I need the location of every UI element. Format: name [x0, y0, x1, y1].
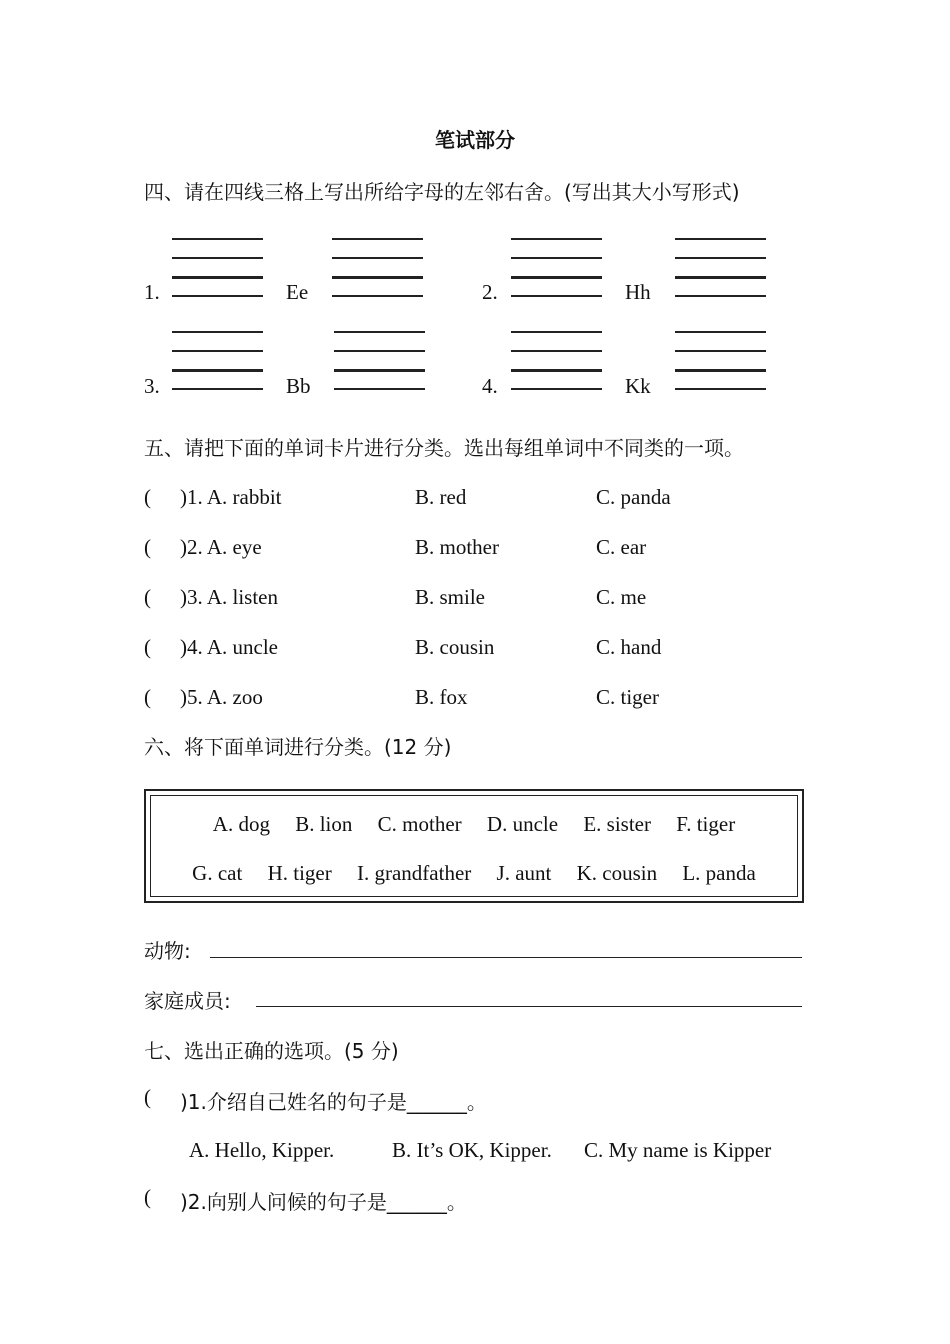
word-d: D. uncle — [486, 812, 559, 836]
grid-line-17 — [172, 331, 263, 333]
q3-paren: ( — [144, 585, 151, 609]
section7-heading: 七、选出正确的选项。(5 分) — [144, 1039, 399, 1063]
q2-paren: ( — [144, 535, 151, 559]
s7-q1-paren: ( — [144, 1085, 151, 1109]
q5-option-c: C. tiger — [596, 685, 659, 709]
word-i: I. grandfather — [356, 861, 472, 885]
grid-line-23 — [334, 369, 425, 372]
q3-option-c: C. me — [596, 585, 647, 609]
grid-line-28 — [511, 388, 602, 390]
word-k: K. cousin — [576, 861, 658, 885]
q1-paren: ( — [144, 485, 151, 509]
grid-line-19 — [172, 369, 263, 372]
q2-option-c: C. ear — [596, 535, 647, 559]
animals-answer-line[interactable] — [210, 957, 802, 958]
section4-heading: 四、请在四线三格上写出所给字母的左邻右舍。(写出其大小写形式) — [144, 180, 740, 204]
page-title: 笔试部分 — [435, 128, 515, 152]
grid-line-25 — [511, 331, 602, 333]
q4-option-c: C. hand — [596, 635, 662, 659]
grid-line-31 — [675, 369, 766, 372]
item-4-letter: Kk — [625, 374, 651, 398]
grid-line-11 — [511, 276, 602, 279]
word-a: A. dog — [212, 812, 270, 836]
grid-line-30 — [675, 350, 766, 352]
s7-q2-paren: ( — [144, 1185, 151, 1209]
grid-line-13 — [675, 238, 766, 240]
q1-option-a: )1. A. rabbit — [180, 485, 282, 509]
grid-line-24 — [334, 388, 425, 390]
family-answer-line[interactable] — [256, 1006, 802, 1007]
q1-option-c: C. panda — [596, 485, 671, 509]
q5-paren: ( — [144, 685, 151, 709]
grid-line-32 — [675, 388, 766, 390]
grid-line-5 — [332, 238, 423, 240]
grid-line-2 — [172, 257, 263, 259]
grid-line-26 — [511, 350, 602, 352]
q5-option-b: B. fox — [415, 685, 468, 709]
s7-q1-option-b: B. It’s OK, Kipper. — [392, 1138, 552, 1162]
s7-q1-option-a: A. Hello, Kipper. — [189, 1138, 335, 1162]
grid-line-15 — [675, 276, 766, 279]
word-f: F. tiger — [676, 812, 736, 836]
word-j: J. aunt — [496, 861, 552, 885]
word-box-row-2 — [150, 861, 798, 886]
item-3-number: 3. — [144, 374, 160, 398]
s7-q1-option-c: C. My name is Kipper — [584, 1138, 772, 1162]
grid-line-6 — [332, 257, 423, 259]
family-label: 家庭成员: — [144, 989, 231, 1013]
grid-line-1 — [172, 238, 263, 240]
animals-label: 动物: — [144, 939, 191, 963]
word-l: L. panda — [682, 861, 756, 885]
word-c: C. mother — [377, 812, 462, 836]
item-4-number: 4. — [482, 374, 498, 398]
grid-line-8 — [332, 295, 423, 297]
grid-line-9 — [511, 238, 602, 240]
grid-line-27 — [511, 369, 602, 372]
grid-line-21 — [334, 331, 425, 333]
grid-line-29 — [675, 331, 766, 333]
section6-heading: 六、将下面单词进行分类。(12 分) — [144, 735, 452, 759]
q4-option-b: B. cousin — [415, 635, 495, 659]
q4-option-a: )4. A. uncle — [180, 635, 278, 659]
word-g: G. cat — [192, 861, 243, 885]
word-box-row-1 — [150, 812, 798, 837]
grid-line-18 — [172, 350, 263, 352]
grid-line-3 — [172, 276, 263, 279]
q4-paren: ( — [144, 635, 151, 659]
q2-option-a: )2. A. eye — [180, 535, 262, 559]
grid-line-14 — [675, 257, 766, 259]
q2-option-b: B. mother — [415, 535, 499, 559]
item-2-number: 2. — [482, 280, 498, 304]
word-b: B. lion — [295, 812, 353, 836]
grid-line-16 — [675, 295, 766, 297]
q3-option-b: B. smile — [415, 585, 486, 609]
item-2-letter: Hh — [625, 280, 651, 304]
grid-line-20 — [172, 388, 263, 390]
grid-line-12 — [511, 295, 602, 297]
q5-option-a: )5. A. zoo — [180, 685, 263, 709]
s7-q2-text: )2.向别人问候的句子是______。 — [180, 1190, 467, 1214]
word-e: E. sister — [583, 812, 651, 836]
word-h: H. tiger — [267, 861, 332, 885]
q1-option-b: B. red — [415, 485, 467, 509]
grid-line-4 — [172, 295, 263, 297]
item-1-number: 1. — [144, 280, 160, 304]
grid-line-10 — [511, 257, 602, 259]
grid-line-7 — [332, 276, 423, 279]
item-1-letter: Ee — [286, 280, 309, 304]
section5-heading: 五、请把下面的单词卡片进行分类。选出每组单词中不同类的一项。 — [144, 436, 744, 460]
q3-option-a: )3. A. listen — [180, 585, 278, 609]
grid-line-22 — [334, 350, 425, 352]
s7-q1-text: )1.介绍自己姓名的句子是______。 — [180, 1090, 487, 1114]
item-3-letter: Bb — [286, 374, 311, 398]
